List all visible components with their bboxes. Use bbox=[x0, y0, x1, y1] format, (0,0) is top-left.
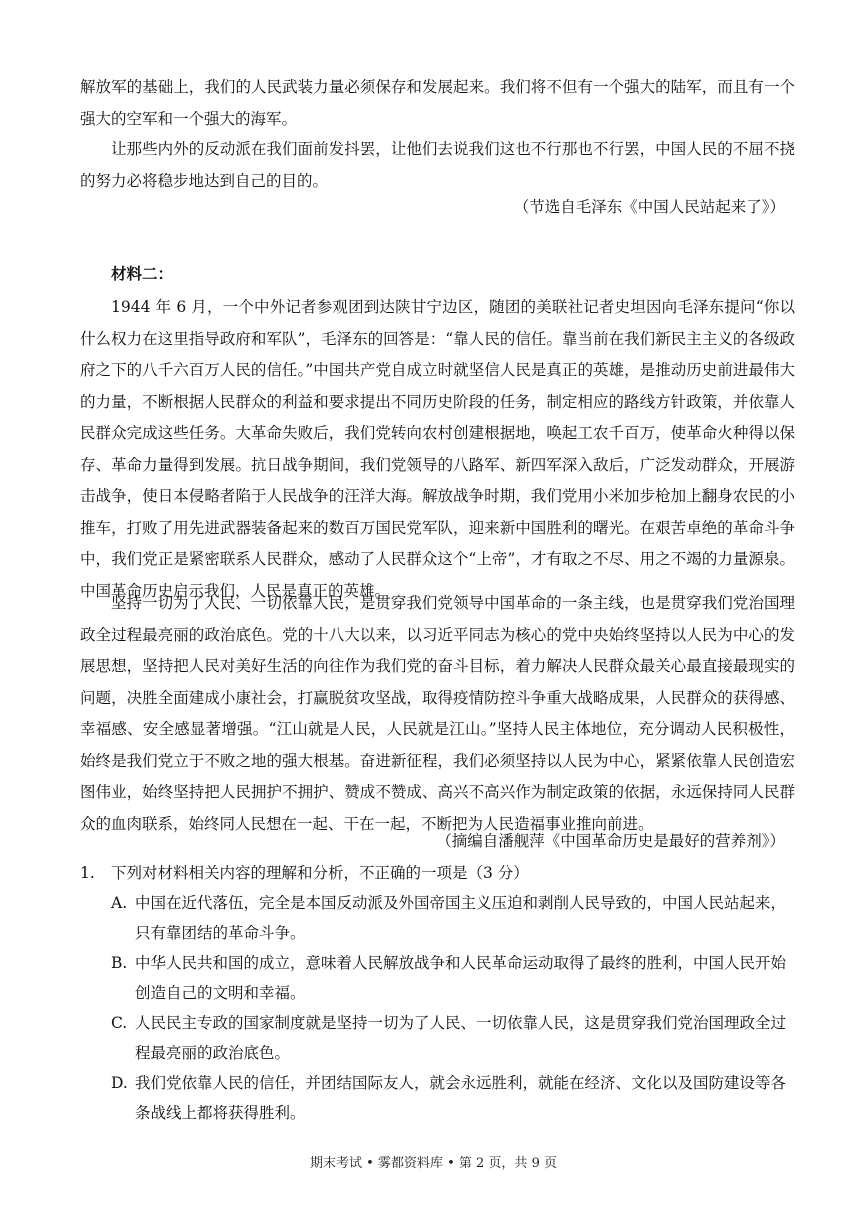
option-b bbox=[111, 948, 801, 1008]
option-d bbox=[111, 1068, 801, 1128]
option-text-continued: 只有靠团结的革命斗争。 bbox=[135, 924, 306, 942]
option-text: 中华人民共和国的成立，意味着人民解放战争和人民革命运动取得了最终的胜利，中国人民开始 bbox=[135, 954, 787, 972]
material1-paragraph-2: 让那些内外的反动派在我们面前发抖罢，让他们去说我们这也不行那也不行罢，中国人民的不屈不挠的努力必将稳步地达到自己的目的。 bbox=[80, 140, 795, 190]
question-number: 1. bbox=[80, 864, 95, 882]
option-text: 我们党依靠人民的信任，并团结国际友人，就会永远胜利，就能在经济、文化以及国防建设等各 bbox=[135, 1074, 787, 1092]
option-label: D. bbox=[111, 1074, 128, 1092]
option-c bbox=[111, 1008, 801, 1068]
option-text-continued: 创造自己的文明和幸福。 bbox=[135, 984, 306, 1002]
option-a bbox=[111, 888, 801, 948]
page-footer: 期末考试 • 雾都资料库 • 第 2 页，共 9 页 bbox=[310, 1156, 557, 1171]
material1-paragraph-1: 解放军的基础上，我们的人民武装力量必须保存和发展起来。我们将不但有一个强大的陆军，而且有一个强大的空军和一个强大的海军。 bbox=[80, 78, 795, 128]
question-stem: 下列对材料相关内容的理解和分析，不正确的一项是（3 分） bbox=[111, 864, 529, 882]
option-label: B. bbox=[111, 954, 128, 972]
option-text: 人民民主专政的国家制度就是坚持一切为了人民、一切依靠人民，这是贯穿我们党治国理政全过 bbox=[135, 1014, 787, 1032]
material2-paragraph-1: 1944 年 6 月，一个中外记者参观团到达陕甘宁边区，随团的美联社记者史坦因向毛泽东提问“你以什么权力在这里指导政府和军队”，毛泽东的回答是：“靠人民的信任。靠当前在我们新民主主义的各级政府之下的八千六百万人民的信任。”中国共产党自成立时就坚信人民是真正的英雄，是推动历史前进最伟大的力量，不断根据人民群众的利益和要求提出不同历史阶段的任务，制定相应的路线方针政策，并依靠人民群众完成这些任务。大革命失败后，我们党转向农村创建根据地，唤起工农千百万，使革命火种得以保存、革命力量得到发展。抗日战争期间，我们党领导的八路军、新四军深入敌后，广泛发动群众，开展游击战争，使日本侵略者陷于人民战争的汪洋大海。解放战争时期，我们党用小米加步枪加上翻身农民的小推车，打败了用先进武器装备起来的数百万国民党军队，迎来新中国胜利的曙光。在艰苦卓绝的革命斗争中，我们党正是紧密联系人民群众，感动了人民群众这个“上帝”，才有取之不尽、用之不竭的力量源泉。中国革命历史启示我们，人民是真正的英雄。 bbox=[80, 298, 795, 600]
material2-paragraph-2: 坚持一切为了人民、一切依靠人民，是贯穿我们党领导中国革命的一条主线，也是贯穿我们党治国理政全过程最亮丽的政治底色。党的十八大以来，以习近平同志为核心的党中央始终坚持以人民为中心的发展思想，坚持把人民对美好生活的向往作为我们党的奋斗目标，着力解决人民群众最关心最直接最现实的问题，决胜全面建成小康社会，打赢脱贫攻坚战，取得疫情防控斗争重大战略成果，人民群众的获得感、幸福感、安全感显著增强。“江山就是人民，人民就是江山。”坚持人民主体地位，充分调动人民积极性，始终是我们党立于不败之地的强大根基。奋进新征程，我们必须坚持以人民为中心，紧紧依靠人民创造宏图伟业，始终坚持把人民拥护不拥护、赞成不赞成、高兴不高兴作为制定政策的依据，永远保持同人民群众的血肉联系，始终同人民想在一起、干在一起，不断把为人民造福事业推向前进。 bbox=[80, 594, 795, 833]
option-label: A. bbox=[111, 894, 128, 912]
option-text-continued: 程最亮丽的政治底色。 bbox=[135, 1044, 291, 1062]
option-text-continued: 条战线上都将获得胜利。 bbox=[135, 1104, 306, 1122]
material2-heading: 材料二： bbox=[111, 264, 174, 283]
material1-source: （节选自毛泽东《中国人民站起来了》） bbox=[513, 198, 785, 216]
material2-source: （摘编自潘舰萍《中国革命历史是最好的营养剂》） bbox=[436, 832, 785, 850]
option-text: 中国在近代落伍，完全是本国反动派及外国帝国主义压迫和剥削人民导致的，中国人民站起来， bbox=[135, 894, 787, 912]
option-label: C. bbox=[111, 1014, 128, 1032]
